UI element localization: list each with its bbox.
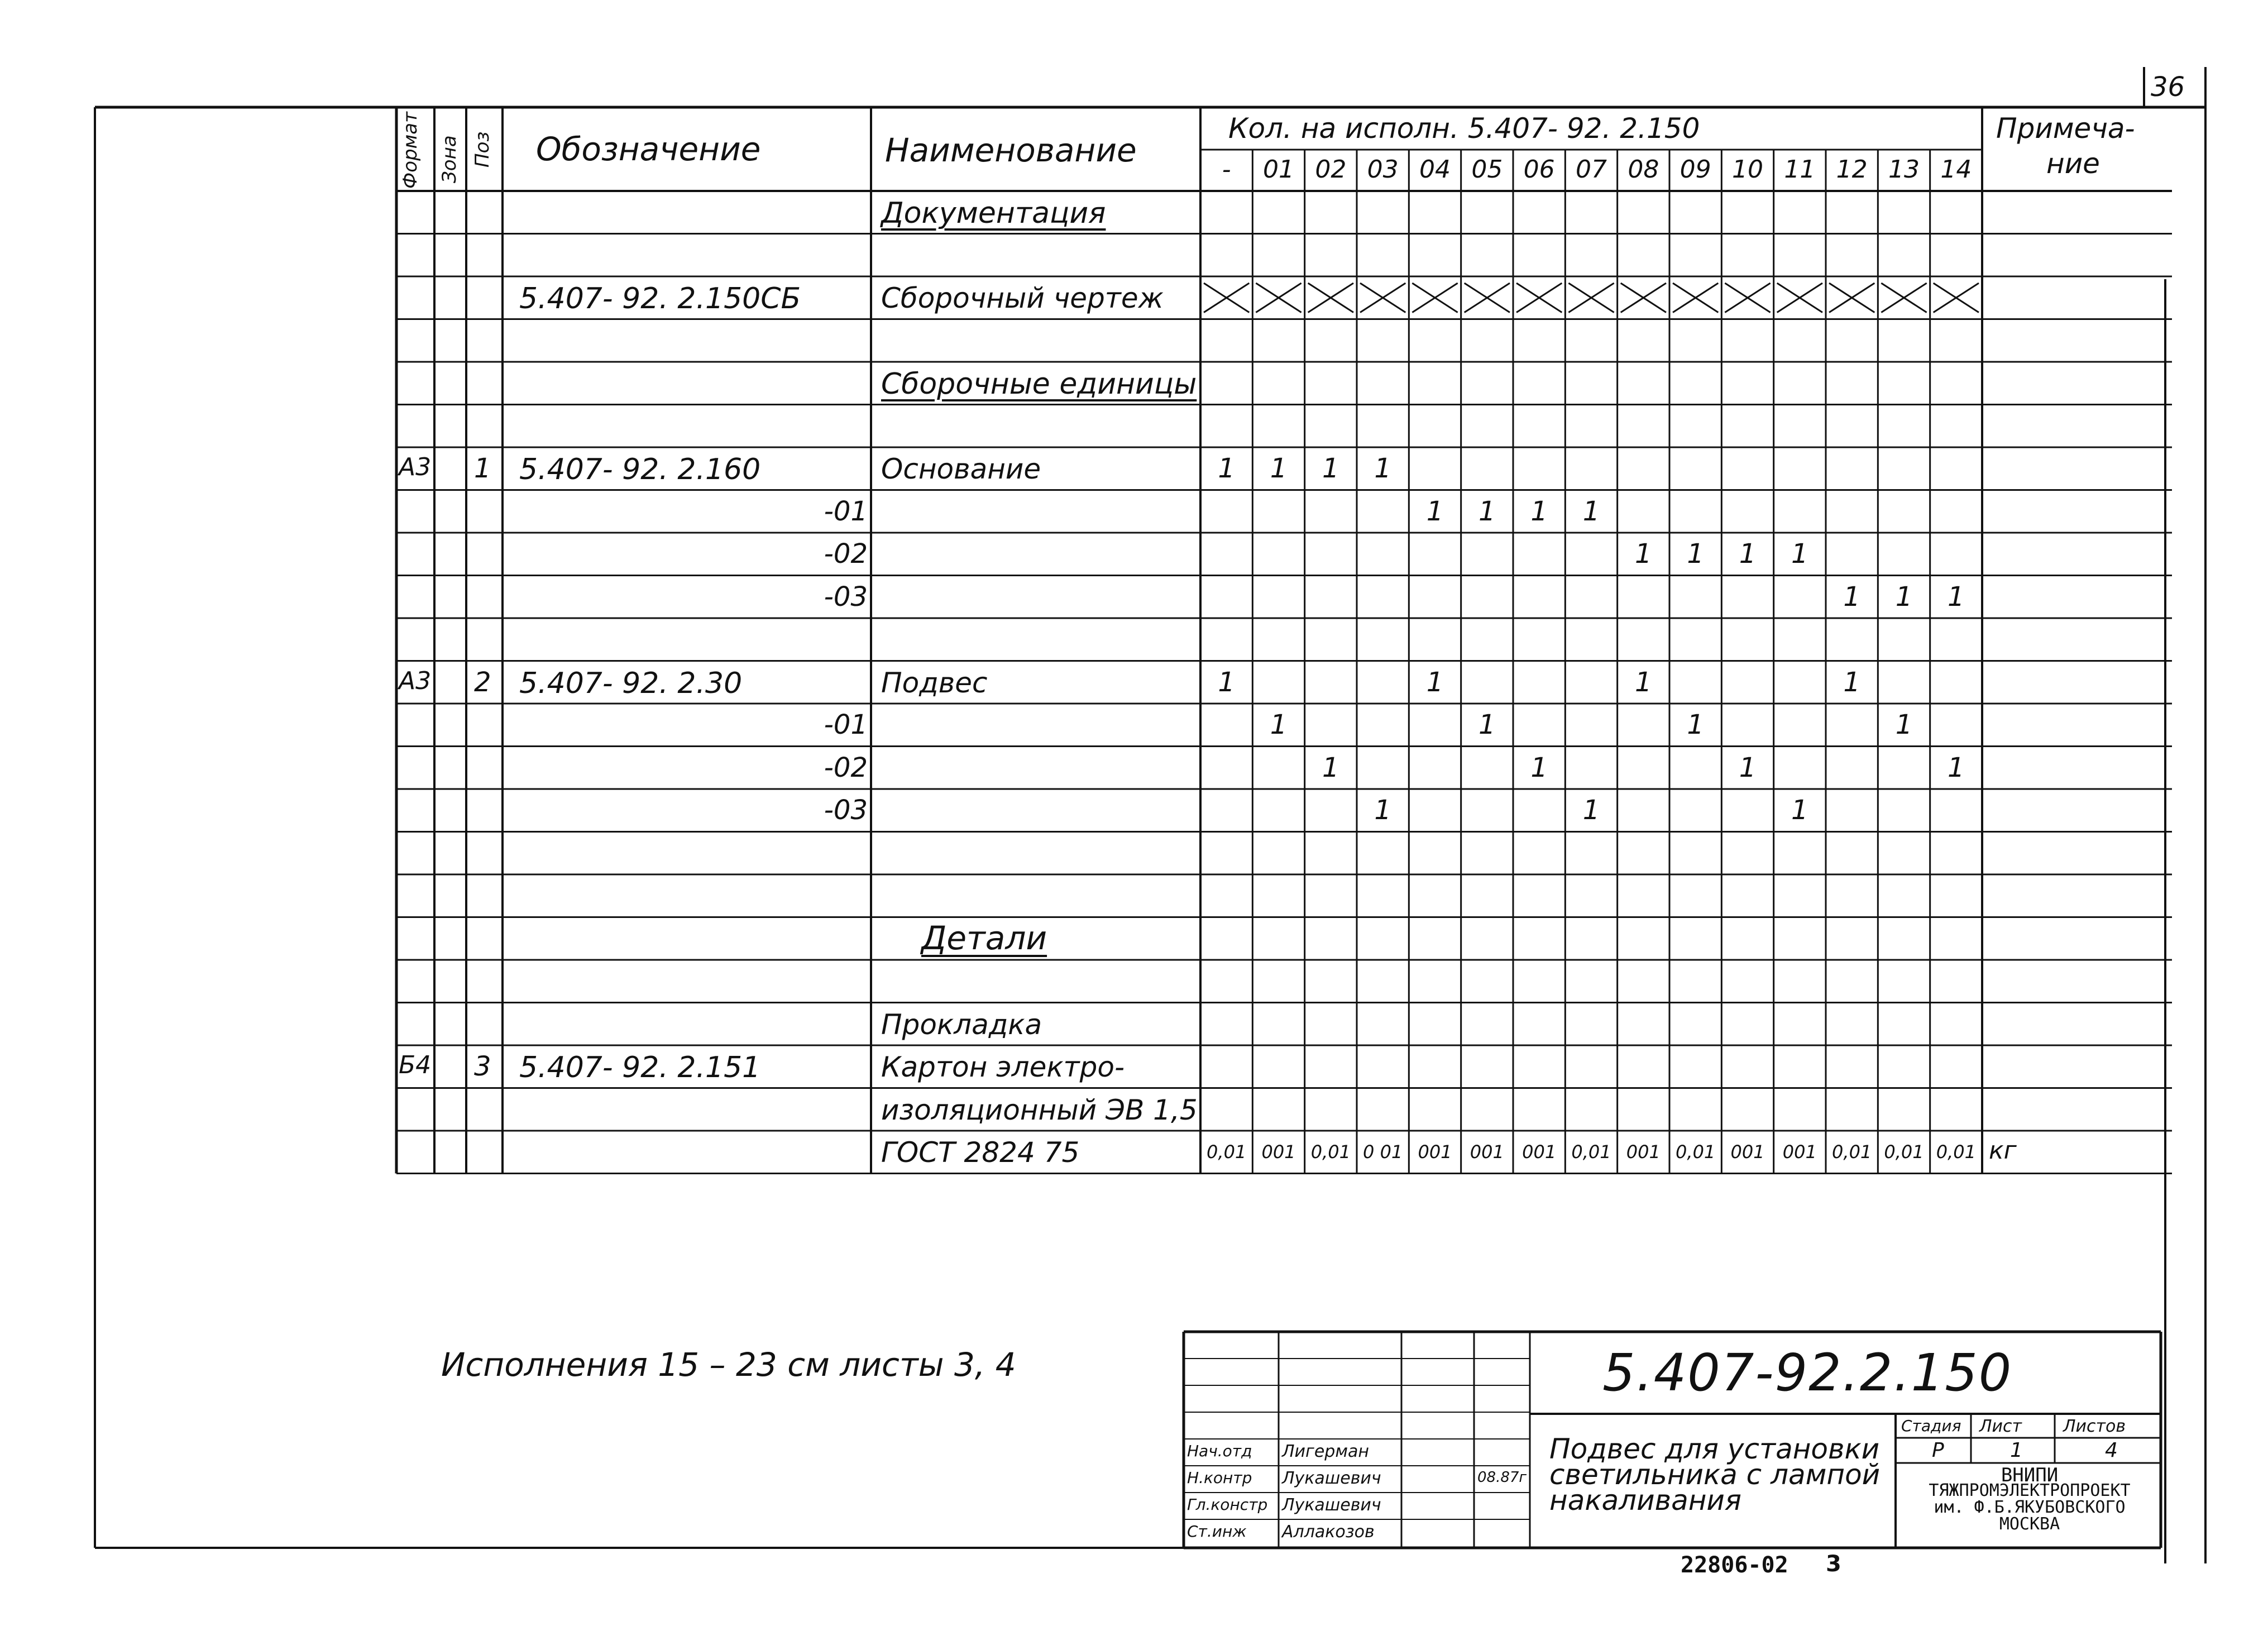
cell-designation: -01 [824,709,868,740]
variant-header: 01 [1263,155,1294,184]
stage-value: Р [1932,1439,1944,1462]
variant-header: 05 [1471,155,1503,184]
sheets-value: 4 [2105,1439,2118,1462]
cell-name: Сборочный чертеж [881,282,1164,314]
variant-header: 02 [1315,155,1347,184]
cell-qty: 001 [1418,1141,1452,1163]
sig-role: Нач.отд [1187,1442,1252,1460]
cell-qty: 001 [1261,1141,1296,1163]
cell-name: Основание [881,453,1041,485]
cell-qty: 1 [1218,453,1235,484]
cell-designation: -01 [824,495,868,527]
cell-qty: 1 [1635,666,1652,698]
sig-date: 08.87г [1477,1469,1527,1486]
cell-name: Детали [921,919,1047,957]
col-note-header: ние [2046,147,2100,180]
cell-qty: 1 [1426,666,1444,698]
variant-header: 06 [1523,155,1555,184]
cell-qty: 001 [1626,1141,1661,1163]
cell-qty: 1 [1270,709,1288,740]
col-name-header: Наименование [885,131,1137,169]
cell-pos: 2 [474,666,491,698]
col-zone-header: Зона [438,135,461,183]
sig-name: Лукашевич [1282,1469,1381,1488]
cell-qty: 1 [1426,495,1444,527]
variant-header: 08 [1628,155,1659,184]
title-line: светильника с лампой [1549,1458,1881,1491]
cell-qty: 1 [1478,709,1496,740]
sig-role: Ст.инж [1187,1522,1247,1541]
cell-designation: 5.407- 92. 2.30 [519,666,743,700]
sheet-value: 1 [2010,1439,2023,1462]
title-line: накаливания [1549,1484,1741,1517]
cell-qty: 1 [1843,666,1860,698]
cell-qty: 1 [1322,453,1339,484]
variant-header: 13 [1888,155,1920,184]
cell-qty: 001 [1730,1141,1765,1163]
cell-qty: 0,01 [1832,1141,1872,1163]
sig-name: Лукашевич [1282,1495,1381,1515]
sig-role: Н.контр [1187,1469,1252,1487]
cell-qty: 0 01 [1363,1141,1403,1163]
cell-qty: 1 [1218,666,1235,698]
cell-name: Сборочные единицы [881,367,1197,401]
variant-header: 11 [1784,155,1816,184]
cell-qty: 1 [1791,795,1808,826]
sheets-label: Листов [2063,1417,2126,1436]
cell-qty: 1 [1582,495,1600,527]
cell-qty: 0,01 [1571,1141,1611,1163]
cell-qty: 1 [1270,453,1288,484]
cell-qty: 1 [1687,709,1704,740]
col-pos-header: Поз [471,131,494,168]
cell-qty: 0,01 [1676,1141,1716,1163]
cell-name: изоляционный ЭВ 1,5 [881,1093,1198,1126]
variant-header: 04 [1419,155,1451,184]
sig-role: Гл.констр [1187,1495,1268,1514]
cell-qty: 001 [1522,1141,1557,1163]
cell-name: Документация [881,197,1106,230]
cell-format: А3 [399,453,432,481]
cell-designation: 5.407- 92. 2.150СБ [519,282,801,315]
cell-qty: 1 [1948,752,1965,783]
cell-qty: 001 [1470,1141,1504,1163]
cell-qty: 1 [1478,495,1496,527]
cell-name: Картон электро- [881,1051,1125,1083]
cell-note: кг [1989,1136,2017,1165]
doc-number: 5.407-92.2.150 [1602,1343,2013,1403]
stage-label: Стадия [1901,1417,1961,1435]
cell-name: Подвес [881,666,988,699]
col-format-header: Формат [399,112,422,189]
variant-header: 14 [1940,155,1972,184]
bottom-stamp-sheet: 3 [1826,1551,1841,1577]
org-line: им. Ф.Б.ЯКУБОВСКОГО [1934,1498,2126,1517]
variant-header: 10 [1732,155,1763,184]
cell-qty: 1 [1843,581,1860,613]
cell-designation: 5.407- 92. 2.151 [519,1051,761,1084]
note-text: Исполнения 15 – 23 см листы 3, 4 [441,1346,1016,1384]
cell-designation: 5.407- 92. 2.160 [519,453,761,486]
cell-pos: 3 [474,1051,491,1082]
sig-name: Аллакозов [1282,1522,1375,1542]
cell-qty: 0,01 [1936,1141,1976,1163]
cell-designation: -02 [824,752,868,783]
cell-name: ГОСТ 2824 75 [881,1136,1080,1169]
bottom-stamp: 22806-02 [1681,1552,1788,1578]
title-line: Подвес для установки [1549,1433,1880,1465]
page-number: 36 [2151,71,2185,103]
cell-qty: 0,01 [1207,1141,1247,1163]
cell-pos: 1 [474,453,491,484]
sheet-label: Лист [1979,1417,2022,1436]
cell-qty: 0,01 [1884,1141,1924,1163]
cell-qty: 0,01 [1310,1141,1351,1163]
cell-qty: 1 [1739,538,1757,570]
cell-qty: 1 [1895,581,1913,613]
variant-header: 09 [1680,155,1711,184]
cell-qty: 1 [1530,495,1548,527]
cell-qty: 1 [1374,795,1391,826]
cell-name: Прокладка [881,1008,1042,1041]
cell-format: Б4 [399,1051,432,1079]
cell-designation: -02 [824,538,868,570]
variant-header: 07 [1576,155,1607,184]
cell-designation: -03 [824,581,868,613]
cell-qty: 1 [1635,538,1652,570]
cell-qty: 1 [1374,453,1391,484]
cell-qty: 1 [1687,538,1704,570]
col-designation-header: Обозначение [536,130,761,168]
cell-qty: 1 [1948,581,1965,613]
cell-qty: 1 [1530,752,1548,783]
col-note-header: Примеча- [1996,112,2135,145]
cell-format: А3 [399,666,432,695]
cell-qty: 1 [1895,709,1913,740]
variant-header: 03 [1367,155,1399,184]
cell-qty: 1 [1739,752,1757,783]
org-line: МОСКВА [1999,1514,2060,1534]
cell-qty: 1 [1791,538,1808,570]
org-line: ВНИПИ [2001,1464,2059,1486]
col-qty-header: Кол. на исполн. 5.407- 92. 2.150 [1228,112,1700,145]
cell-designation: -03 [824,795,868,826]
org-line: ТЯЖПРОМЭЛЕКТРОПРОЕКТ [1929,1481,2131,1500]
cell-qty: 001 [1782,1141,1817,1163]
variant-header: 12 [1836,155,1868,184]
sig-name: Лигерман [1282,1442,1369,1461]
variant-header: - [1222,155,1231,184]
cell-qty: 1 [1582,795,1600,826]
cell-qty: 1 [1322,752,1339,783]
